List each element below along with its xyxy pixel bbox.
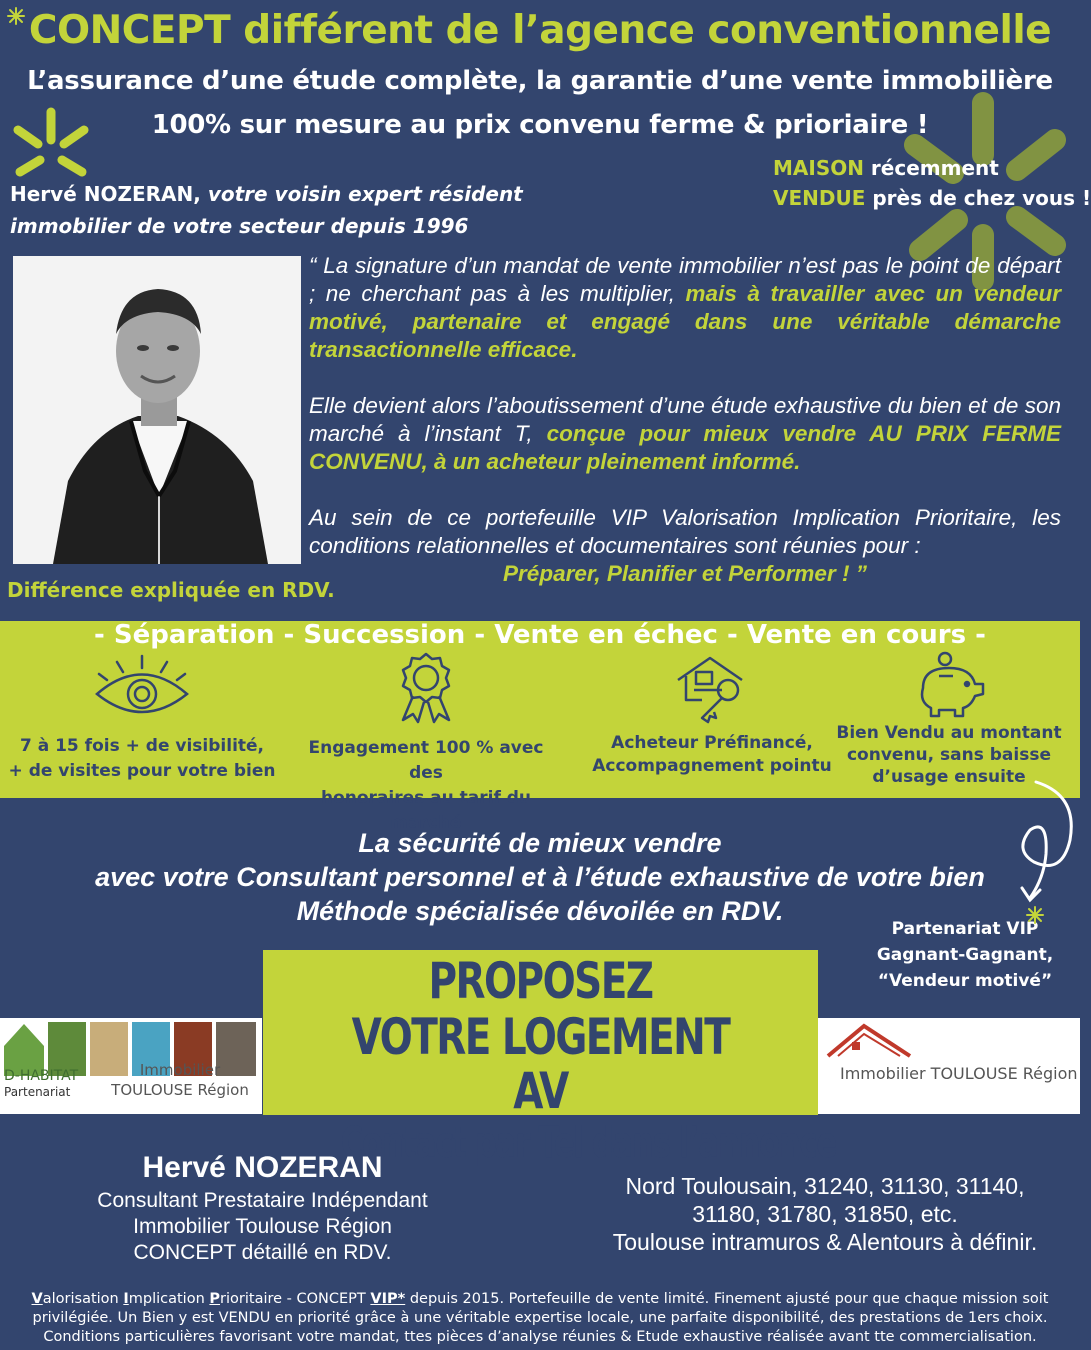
- partnership-sparkle-icon: [1025, 905, 1045, 925]
- feature-1-line-1: 7 à 15 fois + de visibilité,: [19, 736, 265, 756]
- footer-p-rest: rioritaire - CONCEPT: [220, 1291, 371, 1307]
- piggy-bank-icon: [909, 650, 989, 720]
- logo-left-name: [100, 1060, 260, 1100]
- footer-text: depuis 2015. Portefeuille de vente limité. Finement ajusté pour que chaque mission soit privilégiée. Un Bien y est VENDU en priorité grâce à une véritable expertise locale, une parfaite disponibilité, des prestations de 1ers choix. Conditions particulières favorisant votre mandat, ttes pièces d’analyse réunies & Etude exhaustive réalisée avant tte commercialisation.: [32, 1291, 1049, 1345]
- consultant-portrait: [13, 256, 301, 564]
- quote-p2-text: Elle devient alors l’aboutissement d’une étude exhaustive du bien et de son marché à l’instant T,: [309, 393, 1061, 446]
- quote-p2-highlight: conçue pour mieux vendre AU PRIX FERME CONVENU, à un acheteur pleinement informé.: [309, 421, 1061, 474]
- sold-notice: [773, 153, 1091, 213]
- service-area: [570, 1172, 1080, 1256]
- logo-left-name-2: TOULOUSE Région: [111, 1081, 249, 1099]
- partnership-note: [870, 916, 1060, 994]
- author-tagline-2: immobilier de votre secteur depuis 1996: [10, 214, 469, 238]
- logo-right-name: Immobilier TOULOUSE Région: [840, 1064, 1078, 1083]
- feature-buyer: [577, 650, 847, 778]
- sold-rest-1: récemment: [863, 156, 999, 180]
- quote-p3-text: Au sein de ce portefeuille VIP Valorisation Implication Prioritaire, les conditions relationnelles et documentaires sont réunies pour :: [309, 505, 1061, 558]
- feature-2-line-1: Engagement 100 % avec des: [308, 738, 544, 783]
- sold-word-sold: VENDUE: [773, 186, 866, 210]
- quote-p1-text: “ La signature d’un mandat de vente immobilier n’est pas le point de départ ; ne cherchant pas à les multiplier,: [309, 253, 1061, 306]
- partnership-line-3: “Vendeur motivé”: [877, 971, 1053, 991]
- sold-rest-2: près de chez vous !: [865, 186, 1091, 210]
- difference-note: Différence expliquée en RDV.: [7, 578, 335, 602]
- area-line-2: 31180, 31780, 31850, etc.: [692, 1201, 958, 1227]
- situations-title: - Séparation - Succession - Vente en échec - Vente en cours -: [94, 620, 986, 650]
- award-ribbon-icon: [391, 650, 461, 724]
- author-tagline-1: votre voisin expert résident: [200, 182, 523, 206]
- security-line-2: avec votre Consultant personnel et à l’étude exhaustive de votre bien: [95, 862, 985, 892]
- footer-vip: VIP*: [370, 1291, 406, 1307]
- author-name: Hervé NOZERAN,: [10, 182, 201, 206]
- feature-3-line-1: Acheteur Préfinancé,: [611, 733, 813, 753]
- contact-block: [60, 1148, 465, 1266]
- feature-visibility: [7, 650, 277, 784]
- quote-paragraph-2: [309, 392, 1061, 476]
- feature-4-line-1: Bien Vendu au montant: [836, 723, 1062, 743]
- feature-1-line-2: + de visites pour votre bien: [8, 761, 276, 781]
- area-line-1: Nord Toulousain, 31240, 31130, 31140,: [625, 1173, 1025, 1199]
- feature-2-line-2: honoraires au tarif du marché: [320, 788, 532, 833]
- feature-3-line-2: Accompagnement pointu: [592, 756, 832, 776]
- footer-v-rest: alorisation: [42, 1291, 124, 1307]
- contact-name: Hervé NOZERAN: [142, 1151, 383, 1184]
- security-statement: [0, 826, 1080, 928]
- area-line-3: Toulouse intramuros & Alentours à définir.: [612, 1229, 1038, 1255]
- eye-icon: [87, 650, 197, 720]
- roof-logo-icon: [824, 1020, 914, 1064]
- immobilier-toulouse-logo: [818, 1018, 1080, 1114]
- logo-left-name-1: Immobilier: [139, 1061, 221, 1079]
- partnership-line-2: Gagnant-Gagnant,: [876, 945, 1054, 965]
- author-intro: [10, 178, 570, 242]
- contact-line-2: Immobilier Toulouse Région: [133, 1215, 392, 1238]
- testimonial-quote: [309, 252, 1061, 588]
- call-to-action[interactable]: [263, 950, 836, 1168]
- cta-line-3: Contact par Tel dans l’annonce: [340, 1118, 836, 1168]
- quote-p3-highlight: Préparer, Planifier et Performer ! ”: [503, 561, 867, 586]
- security-line-1: La sécurité de mieux vendre: [358, 828, 722, 858]
- quote-paragraph-1: [309, 252, 1061, 364]
- footer-v: V: [31, 1291, 43, 1307]
- d-habitat-brand-text: D-HABITAT: [4, 1068, 79, 1084]
- d-habitat-logo: [0, 1018, 262, 1114]
- house-key-icon: [672, 650, 752, 724]
- contact-line-1: Consultant Prestataire Indépendant: [97, 1189, 428, 1212]
- subtitle-line-1: L’assurance d’une étude complète, la garantie d’une vente immobilière: [27, 66, 1053, 96]
- feature-sold-price: [814, 650, 1084, 788]
- footer-i-rest: mplication: [128, 1291, 210, 1307]
- footer-i: I: [123, 1291, 129, 1307]
- feature-4-line-3: d’usage ensuite: [872, 767, 1026, 787]
- feature-engagement: [291, 650, 561, 836]
- cta-line-2: VOTRE LOGEMENT AV: [351, 1008, 730, 1120]
- footer-disclaimer: [18, 1290, 1062, 1347]
- partnership-line-1: Partenariat VIP: [891, 919, 1039, 939]
- page-title: CONCEPT différent de l’agence conventionnelle: [28, 8, 1052, 53]
- quote-p1-highlight: mais à travailler avec un vendeur motivé, partenaire et engagé dans une véritable démarche transactionnelle efficace.: [309, 281, 1061, 362]
- security-line-3: Méthode spécialisée dévoilée en RDV.: [296, 896, 784, 926]
- subtitle-line-2: 100% sur mesure au prix convenu ferme & prioriaire !: [151, 110, 929, 140]
- contact-line-3: CONCEPT détaillé en RDV.: [133, 1241, 392, 1264]
- footer-p: P: [209, 1291, 221, 1307]
- feature-4-line-2: convenu, sans baisse: [846, 745, 1052, 765]
- d-habitat-brand-sub: Partenariat: [4, 1085, 71, 1099]
- d-habitat-brand: [4, 1068, 78, 1100]
- sold-word-house: MAISON: [773, 156, 864, 180]
- quote-paragraph-3: [309, 504, 1061, 588]
- cta-line-1: PROPOSEZ: [428, 952, 653, 1010]
